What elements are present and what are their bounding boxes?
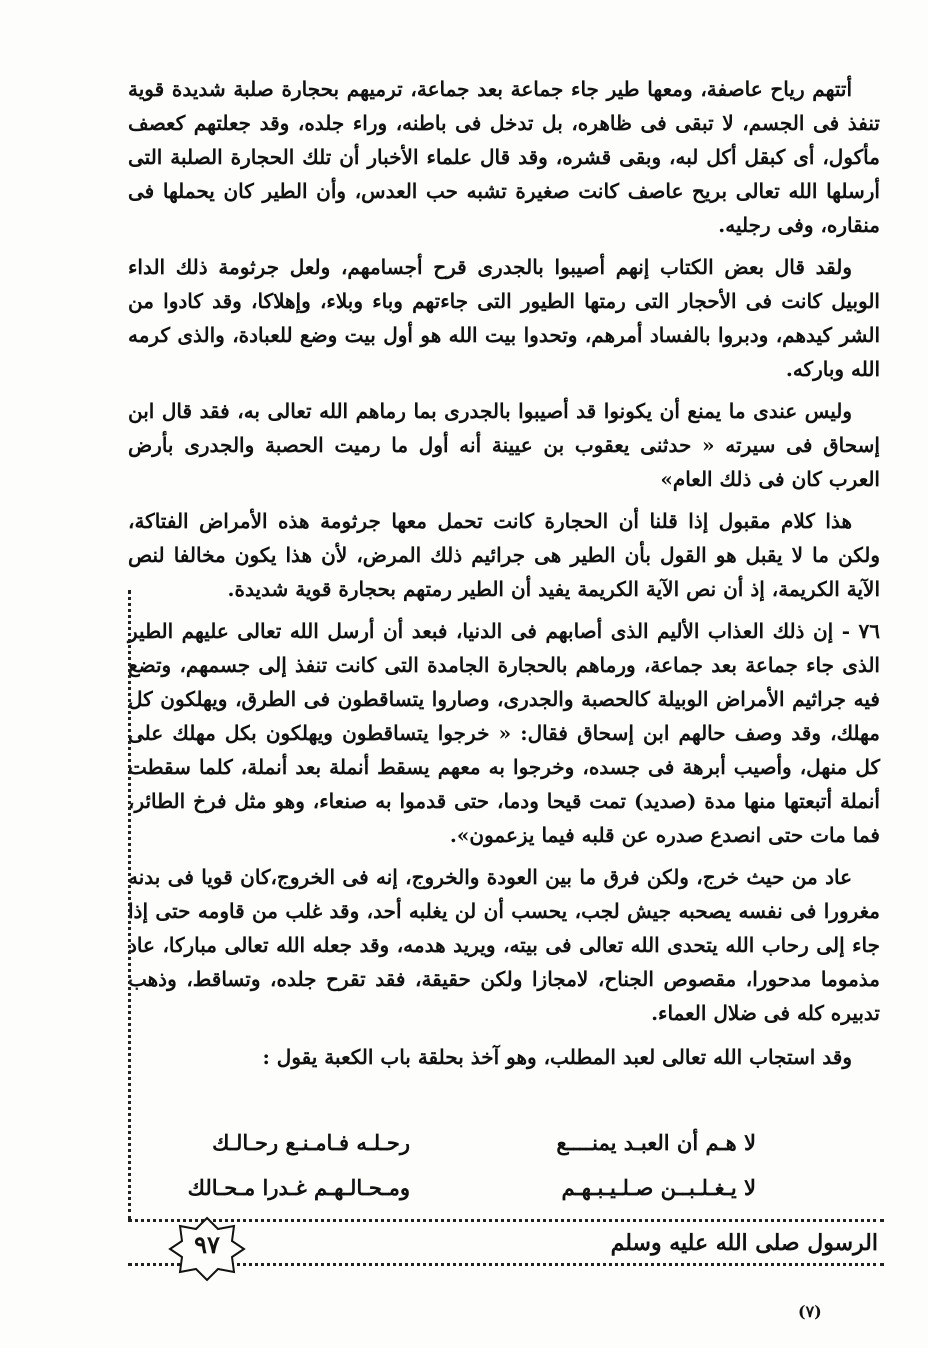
verse-1-first-hemistich: لا هـم أن العبـد يمنــــع xyxy=(556,1130,756,1155)
paragraph-6: عاد من حيث خرج، ولكن فرق ما بين العودة والخروج، إنه فى الخروج،كان قويا فى بدنه مغرورا فى نفسه يصحبه جيش لجب، يحسب أن لن يغلبه أحد، وقد غلب من قاومه حتى إذا جاء إلى رحاب الله يتحدى الله تعالى فى بيته، ويريد هدمه، وقد جعله الله تعالى مباركا، عاد مذموما مدحورا، مقصوص الجناح، لامجازا ولكن حقيقة، فقد تقرح جلده، وتساقط، وذهب تدبيره كله فى ضلال العماء. xyxy=(128,865,880,1025)
running-title: الرسول صلى الله عليه وسلم xyxy=(610,1230,878,1256)
paragraph-4: هذا كلام مقبول إذا قلنا أن الحجارة كانت تحمل معها جرثومة هذه الأمراض الفتاكة، ولكن ما لا يقبل هو القول بأن الطير هى جرائيم ذلك المرض، لأن هذا يكون مخالفا لنص الآية الكريمة، إذ أن نص الآية الكريمة يفيد أن الطير رمتهم بحجارة قوية شديدة. xyxy=(128,509,880,601)
signature-mark: (٧) xyxy=(798,1302,822,1321)
verse-2-first-hemistich: لا يـغـلـبــن صـلـيـبـهـم xyxy=(561,1175,756,1200)
paragraph-1: أتتهم رياح عاصفة، ومعها طير جاء جماعة بعد جماعة، ترميهم بحجارة صلبة شديدة قوية تنفذ فى الجسم، لا تبقى فى ظاهره، بل تدخل فى باطنه، وراء جلده، وقد جعلتهم كعصف مأكول، أى كبقل أكل لبه، وبقى قشره، وقد قال علماء الأخبار أن تلك الحجارة الصلبة التى أرسلها الله تعالى بريح عاصف كانت صغيرة تشبه حب العدس، وأن الطير كان يحملها فى منقاره، وفى رجليه. xyxy=(128,77,880,237)
paragraph-2: ولقد قال بعض الكتاب إنهم أصيبوا بالجدرى قرح أجسامهم، ولعل جرثومة ذلك الداء الوبيل كانت فى الأحجار التى رمتها الطيور التى جاءتهم وباء وبلاء، وإهلاكا، وقد كادوا من الشر كيدهم، ودبروا بالفساد أمرهم، وتحدوا بيت الله هو أول بيت وضع للعبادة، والذى كرمه الله وباركه. xyxy=(128,255,880,381)
page-number: ٩٧ xyxy=(194,1230,220,1259)
verse-1-second-hemistich: رحـلـه فـامـنـع رحـالـك xyxy=(212,1130,410,1155)
poem-verse-1 xyxy=(128,1130,880,1170)
verse-2-second-hemistich: ومـحـالـهـم غـدرا مـحـالك xyxy=(187,1175,410,1200)
body-text xyxy=(128,72,880,1074)
poem-verse-2 xyxy=(128,1175,880,1215)
paragraph-3: وليس عندى ما يمنع أن يكونوا قد أصيبوا بالجدرى بما رماهم الله تعالى به، فقد قال ابن إسحاق فى سيرته « حدثنى يعقوب بن عيينة أنه أول ما رميت الحصبة والجدرى بأرض العرب كان فى ذلك العام» xyxy=(128,399,880,491)
paragraph-76: ٧٦ - إن ذلك العذاب الأليم الذى أصابهم فى الدنيا، فبعد أن أرسل الله تعالى عليهم الطير الذى جاء جماعة بعد جماعة، ورماهم بالحجارة الجامدة التى كانت تنفذ إلى جسمهم، وتضع فيه جراثيم الأمراض الوبيلة كالحصبة والجدرى، وصاروا يتساقطون فى الطرق، ويهلكون كل مهلك، وقد وصف حالهم ابن إسحاق فقال: « خرجوا يتساقطون ويهلكون بكل مهلك على كل منهل، وأصيب أبرهة فى جسده، وخرجوا به معهم يسقط أنملة بعد أنملة، كلما سقطت أنملة أتبعتها منها مدة (صديد) تمت قيحا ودما، حتى قدموا به صنعاء، وهو مثل فرخ الطائر، فما مات حتى انصدع صدره عن قلبه فيما يزعمون». xyxy=(128,619,880,847)
poem-intro: وقد استجاب الله تعالى لعبد المطلب، وهو آخذ بحلقة باب الكعبة يقول : xyxy=(262,1045,852,1069)
margin-bracket xyxy=(128,590,141,1220)
